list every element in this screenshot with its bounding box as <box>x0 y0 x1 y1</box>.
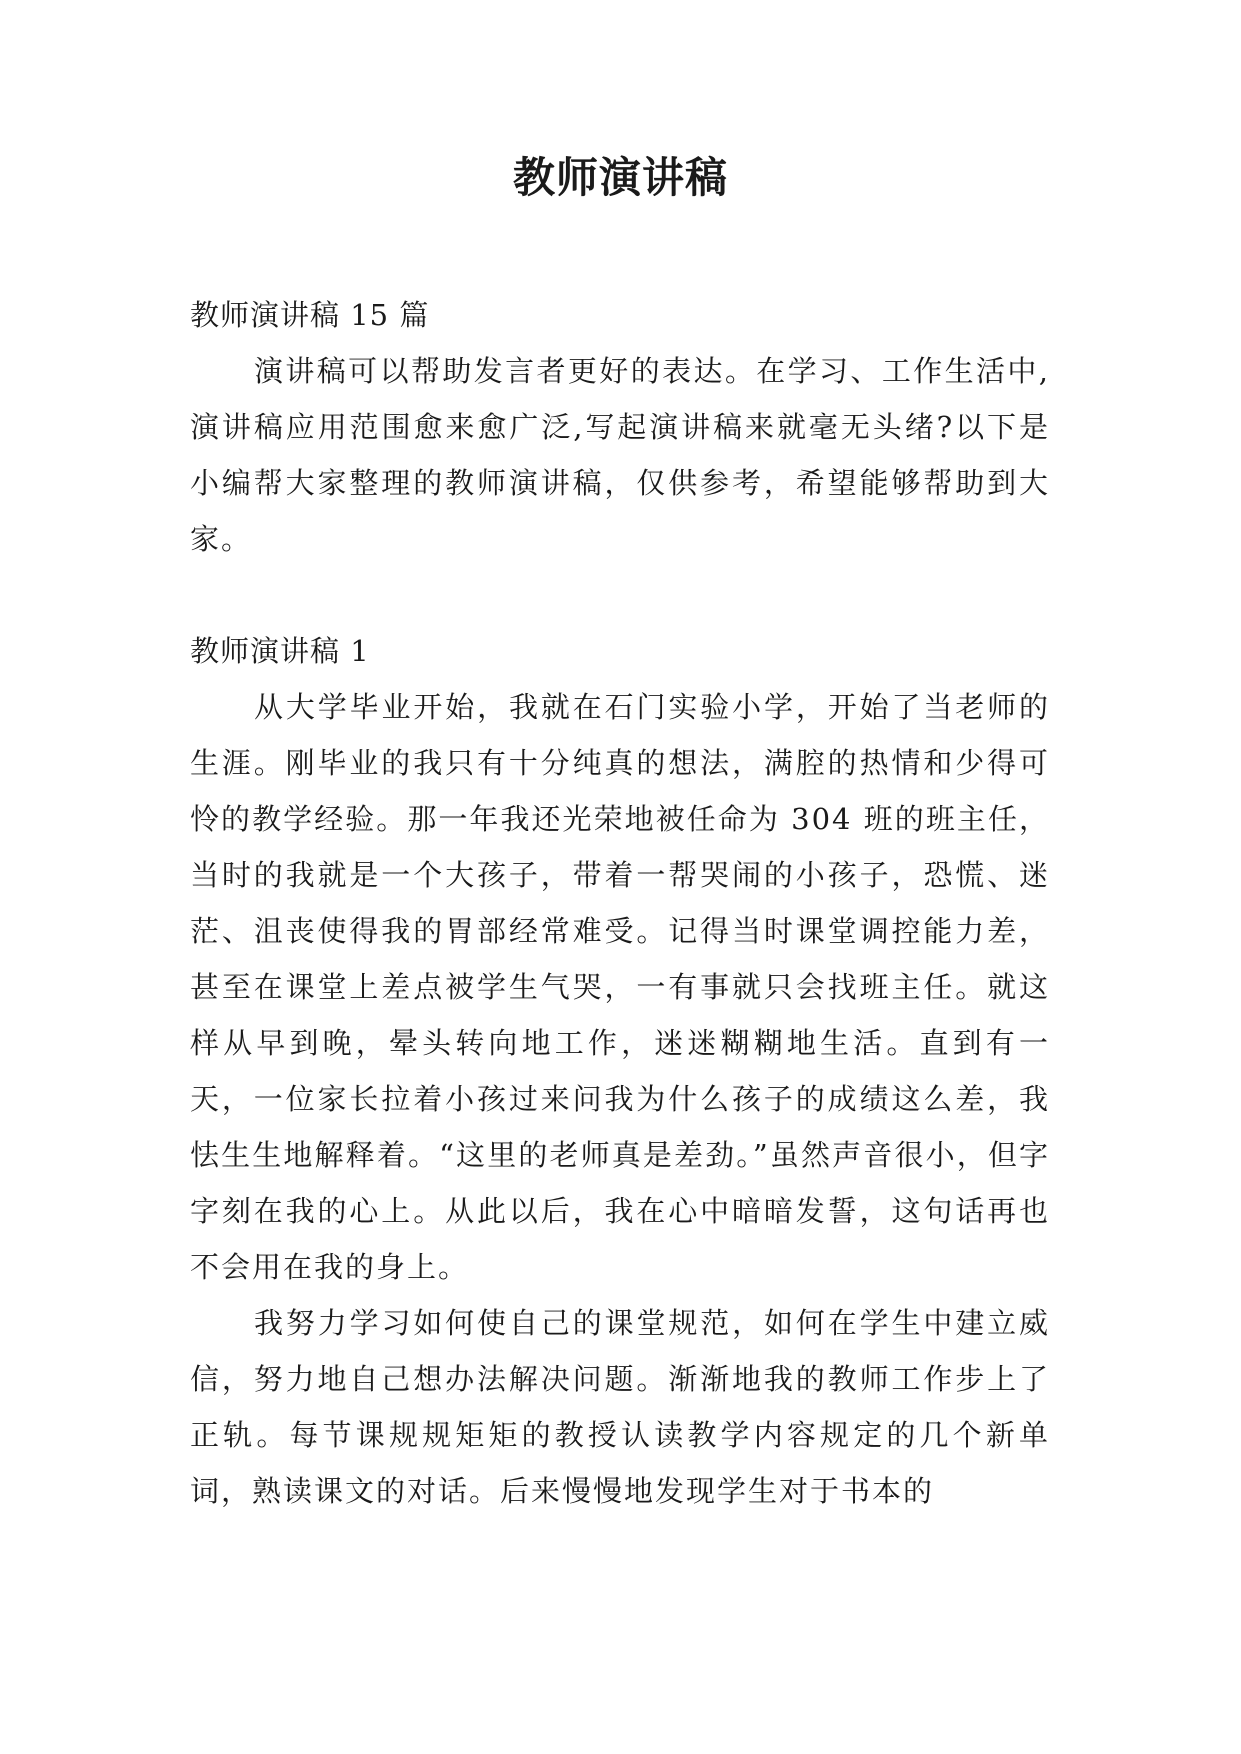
document-body <box>190 287 1050 1519</box>
intro-paragraph: 演讲稿可以帮助发言者更好的表达。在学习、工作生活中,演讲稿应用范围愈来愈广泛,写起演讲稿来就毫无头绪?以下是小编帮大家整理的教师演讲稿，仅供参考，希望能够帮助到大家。 <box>190 354 1050 556</box>
section-spacer <box>190 567 1050 623</box>
document-title: 教师演讲稿 <box>512 153 728 202</box>
section-heading: 教师演讲稿 1 <box>190 634 370 668</box>
document-subtitle: 教师演讲稿 15 篇 <box>190 298 430 332</box>
body-paragraph: 从大学毕业开始，我就在石门实验小学，开始了当老师的生涯。刚毕业的我只有十分纯真的想法，满腔的热情和少得可怜的教学经验。那一年我还光荣地被任命为 304 班的班主任，当时的我就是一个大孩子，带着一帮哭闹的小孩子，恐慌、迷茫、沮丧使得我的胃部经常难受。记得当时课堂调控能力差，甚至在课堂上差点被学生气哭，一有事就只会找班主任。就这样从早到晚，晕头转向地工作，迷迷糊糊地生活。直到有一天，一位家长拉着小孩过来问我为什么孩子的成绩这么差，我怯生生地解释着。“这里的老师真是差劲。”虽然声音很小，但字字刻在我的心上。从此以后，我在心中暗暗发誓，这句话再也不会用在我的身上。 <box>190 690 1050 1284</box>
body-paragraph: 我努力学习如何使自己的课堂规范，如何在学生中建立威信，努力地自己想办法解决问题。渐渐地我的教师工作步上了正轨。每节课规规矩矩的教授认读教学内容规定的几个新单词，熟读课文的对话。后来慢慢地发现学生对于书本的 <box>190 1306 1050 1508</box>
